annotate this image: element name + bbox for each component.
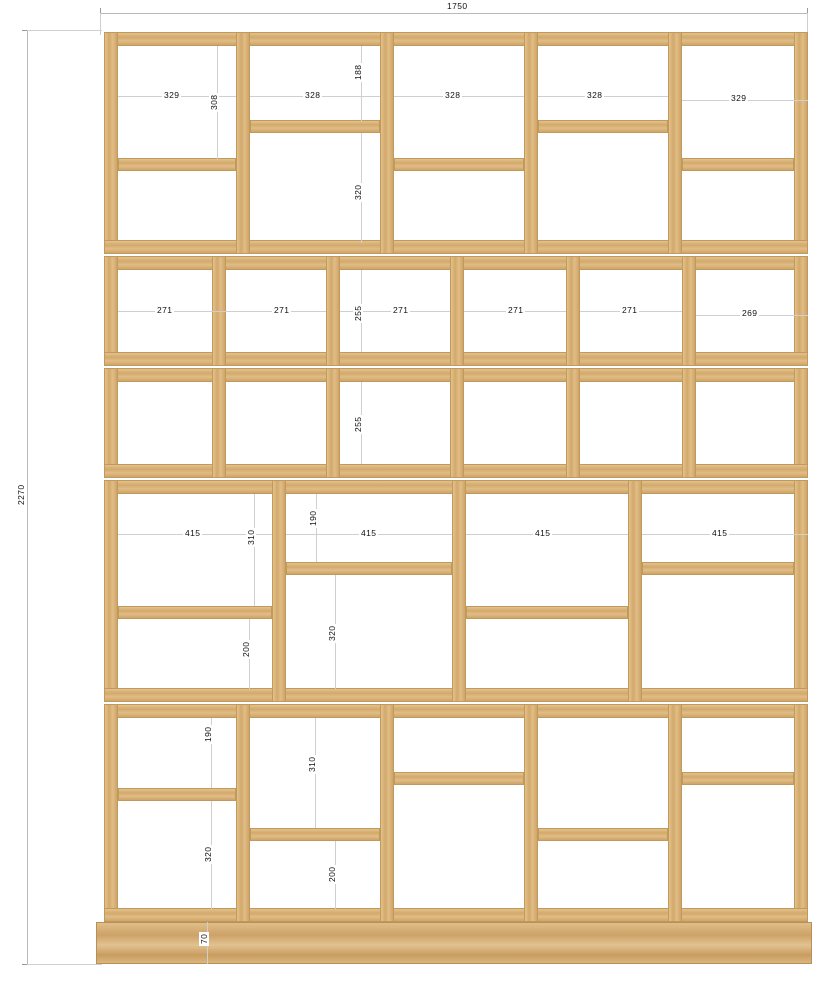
stud (380, 704, 394, 922)
stud (212, 368, 226, 478)
stud (326, 256, 340, 366)
stud (380, 32, 394, 254)
dim-r2-v1: 255 (353, 305, 363, 321)
dim-r1-c5: 329 (731, 93, 747, 103)
dim-r2-c2: 271 (274, 305, 290, 315)
noggin (394, 772, 524, 785)
dim-r4-c4: 415 (712, 528, 728, 538)
dim-r4-v4: 200 (241, 641, 251, 657)
dim-r1-c1: 329 (164, 90, 180, 100)
dim-overall-height: 2270 (16, 484, 26, 505)
stud (452, 480, 466, 702)
right-stud-row1 (794, 32, 808, 254)
noggin (538, 828, 668, 841)
dim-r3-v1: 255 (353, 416, 363, 432)
dim-r2-c6: 269 (742, 308, 758, 318)
stud (682, 368, 696, 478)
stud (668, 32, 682, 254)
top-plate (104, 32, 808, 46)
dim-r4-c1: 415 (185, 528, 201, 538)
stud (450, 368, 464, 478)
noggin (118, 606, 272, 619)
row5-bottom-plate (104, 908, 808, 922)
right-stud-row3 (794, 368, 808, 478)
stud (236, 32, 250, 254)
dim-r1-v3: 320 (353, 184, 363, 200)
dim-r2-c3: 271 (393, 305, 409, 315)
extension-line (27, 964, 102, 965)
stud (272, 480, 286, 702)
stud (566, 368, 580, 478)
right-stud-row2 (794, 256, 808, 366)
dim-leader (254, 494, 255, 606)
dim-r5-v4: 200 (327, 866, 337, 882)
dim-r1-v1: 308 (209, 94, 219, 110)
noggin (466, 606, 628, 619)
dim-r4-v1: 310 (246, 529, 256, 545)
noggin (682, 158, 794, 171)
dim-leader (316, 494, 317, 562)
dim-r1-c2: 328 (305, 90, 321, 100)
dim-r2-c1: 271 (157, 305, 173, 315)
right-stud-row4 (794, 480, 808, 702)
stud (682, 256, 696, 366)
stud (566, 256, 580, 366)
dim-r1-c4: 328 (587, 90, 603, 100)
stud (524, 704, 538, 922)
noggin (250, 828, 380, 841)
stud (236, 704, 250, 922)
left-stud-row3 (104, 368, 118, 478)
row5-top-plate (104, 704, 808, 718)
right-stud-row5 (794, 704, 808, 922)
noggin (642, 562, 794, 575)
noggin (118, 788, 236, 801)
dim-r5-v1: 190 (203, 726, 213, 742)
stud (326, 368, 340, 478)
left-stud-row5 (104, 704, 118, 922)
left-stud-row4 (104, 480, 118, 702)
noggin (682, 772, 794, 785)
dim-r1-c3: 328 (445, 90, 461, 100)
row1-bottom-plate (104, 240, 808, 254)
noggin (538, 120, 668, 133)
overall-height-dimension-line (27, 30, 28, 965)
dim-r2-c5: 271 (622, 305, 638, 315)
stud (668, 704, 682, 922)
dim-r4-v3: 320 (327, 625, 337, 641)
stud (628, 480, 642, 702)
extension-line (27, 30, 102, 31)
stud (524, 32, 538, 254)
dim-r1-v2: 188 (353, 64, 363, 80)
dim-r4-c3: 415 (535, 528, 551, 538)
overall-width-dimension-line (100, 13, 808, 14)
left-stud-row2 (104, 256, 118, 366)
left-stud-row1 (104, 32, 118, 254)
dim-r5-v2: 310 (307, 756, 317, 772)
noggin (286, 562, 452, 575)
stud (450, 256, 464, 366)
dim-base: 70 (199, 933, 209, 944)
noggin (118, 158, 236, 171)
dim-leader (361, 46, 362, 122)
dim-r5-v3: 320 (203, 846, 213, 862)
noggin (394, 158, 524, 171)
dim-r2-c4: 271 (508, 305, 524, 315)
extension-line (100, 13, 101, 35)
dim-r4-v2: 190 (308, 510, 318, 526)
dim-r4-c2: 415 (361, 528, 377, 538)
dim-overall-width: 1750 (447, 1, 468, 11)
